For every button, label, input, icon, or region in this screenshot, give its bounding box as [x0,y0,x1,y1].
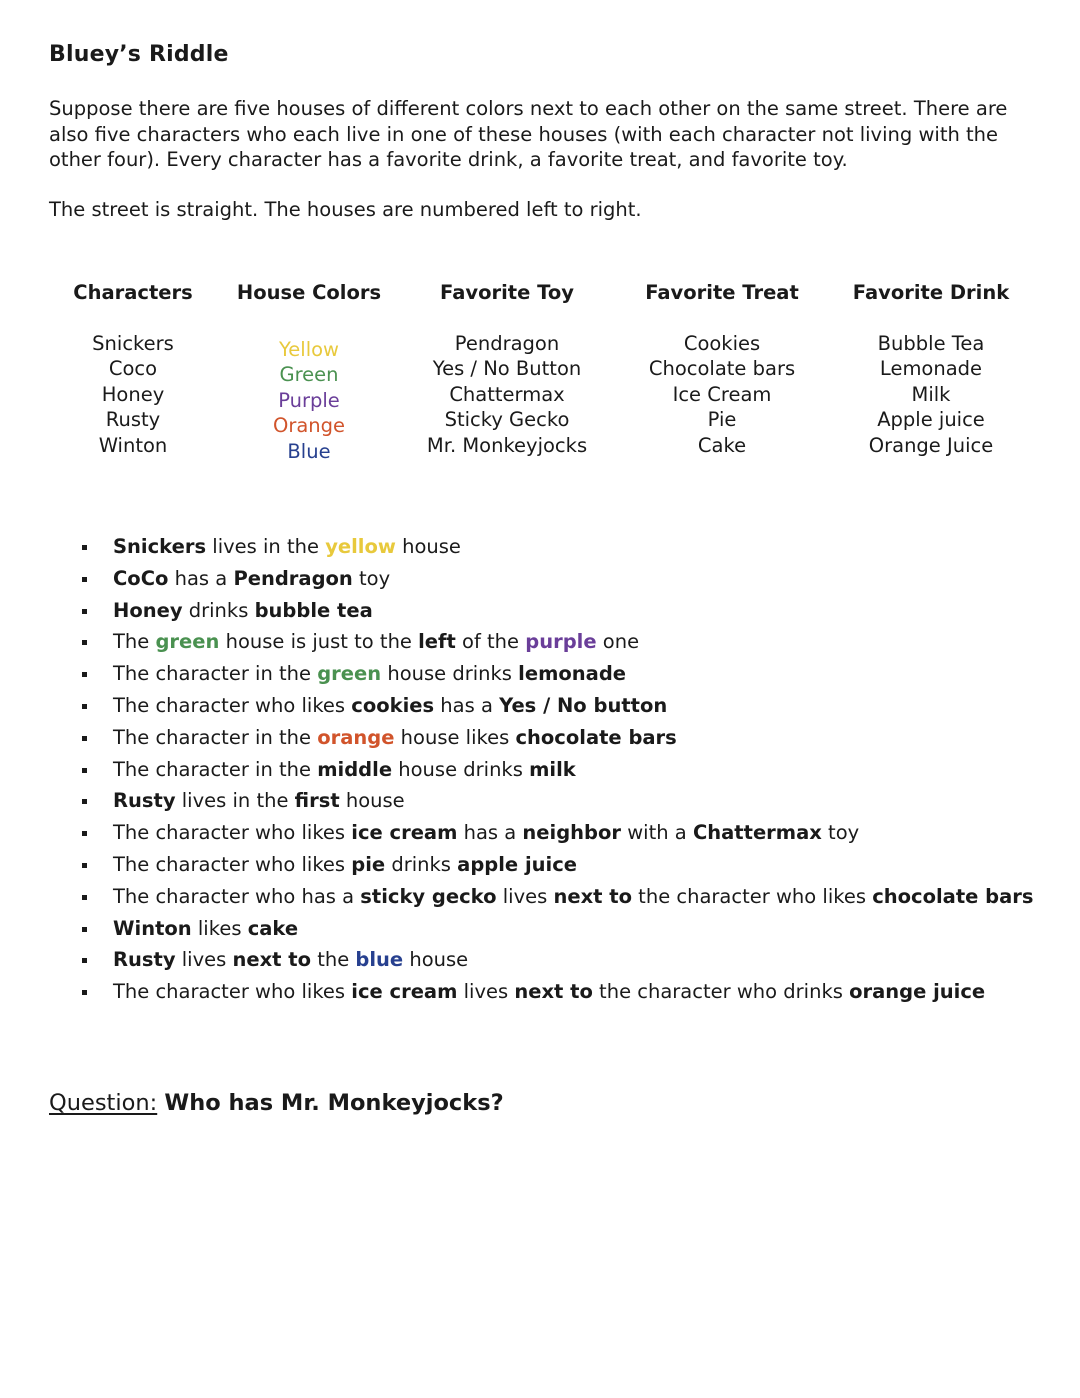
column-items [33,331,233,458]
column-item: Green [279,363,339,387]
clue-text: lives in the [206,535,326,558]
clue-keyword: CoCo [113,566,169,590]
clue-keyword: neighbor [522,821,622,845]
clue-text: The [113,630,156,654]
clue-keyword: Rusty [113,789,176,813]
clue-item [79,944,1049,976]
clue-keyword: ice cream [351,821,458,845]
clue-text: lives [457,980,515,1004]
column-item: Honey [101,382,165,406]
clue-text: toy [821,821,860,845]
column-items [209,337,409,464]
column-characters [33,280,233,458]
column-item: Blue [287,439,331,463]
clue-item [79,849,1049,881]
clue-keyword: Honey [113,598,183,622]
clue-list [79,531,1049,1008]
column-item: Chattermax [449,382,565,406]
column-item: Pie [707,408,737,432]
question-text: Who has Mr. Monkeyjocks? [164,1090,504,1116]
clue-keyword: milk [529,757,576,781]
clue-text: The character who likes [113,693,352,717]
clue-keyword: first [294,789,340,813]
question [49,1090,504,1116]
question-label: Question: [49,1090,158,1116]
clue-keyword: left [418,630,456,654]
page-title: Bluey’s Riddle [49,42,229,67]
attribute-columns [49,280,1049,480]
column-header: Characters [73,281,193,304]
clue-item [79,881,1049,913]
clue-text: lives [496,884,554,908]
column-item: Mr. Monkeyjocks [426,433,588,457]
clue-text: house [403,948,469,972]
column-item: Coco [108,357,158,381]
column-item: Winton [98,433,168,457]
column-item: Orange [272,414,346,438]
clue-color-word: orange [317,725,395,749]
column-item: Ice Cream [672,382,772,406]
clue-item [79,658,1049,690]
clue-item [79,563,1049,595]
clue-keyword: Pendragon [233,566,353,590]
column-item: Milk [911,382,951,406]
clue-text: the [311,948,356,972]
column-favorite-treat [622,280,822,458]
clue-keyword: cake [247,916,299,940]
clue-keyword: Winton [113,916,192,940]
clue-text: house likes [394,725,516,749]
clue-keyword: chocolate bars [515,725,677,749]
column-item: Yes / No Button [432,357,582,381]
column-item: Cake [697,433,747,457]
clue-keyword: next to [553,884,632,908]
clue-text: toy [352,566,391,590]
clue-text: the character who likes [631,884,873,908]
clue-keyword: cookies [351,693,435,717]
column-header: Favorite Treat [645,281,799,304]
clue-keyword: Rusty [113,948,176,972]
column-item: Orange Juice [868,433,994,457]
clue-text: has a [434,693,500,717]
column-item: Snickers [92,332,174,355]
intro-paragraph [49,96,1049,173]
clue-item [79,626,1049,658]
clue-keyword: next to [232,948,311,972]
clue-text: house [339,789,405,813]
column-items [407,331,607,458]
clue-item [79,595,1049,627]
clue-text: lives in the [175,789,295,813]
column-item: Bubble Tea [877,332,985,355]
clue-keyword: next to [514,980,593,1004]
clue-keyword: apple juice [457,852,577,876]
clue-text: The character who likes [113,980,352,1004]
clue-color-word: yellow [325,535,396,558]
column-item: Lemonade [879,357,983,381]
clue-keyword: middle [317,757,393,781]
clue-keyword: chocolate bars [872,884,1034,908]
column-item: Yellow [278,338,340,361]
clue-text: house [395,535,461,558]
clue-text: The character in the [113,757,318,781]
clue-keyword: sticky gecko [360,884,497,908]
intro-text: Suppose there are five houses of different colors next to each other on the same street. There are also five characters who each live in one of these houses (with each character not living with the other four). Every character has a favorite drink, a favorite treat, and favorite toy. [49,97,1008,171]
column-house-colors [209,280,409,464]
clue-item [79,531,1049,563]
clue-text: has a [168,566,234,590]
clue-color-word: green [317,662,382,686]
column-favorite-drink [831,280,1031,458]
clue-item [79,690,1049,722]
clue-text: house drinks [392,757,530,781]
clue-item [79,722,1049,754]
clue-text: the character who drinks [592,980,850,1004]
clue-item [79,817,1049,849]
column-favorite-toy [407,280,607,458]
clue-keyword: Chattermax [692,821,822,845]
clue-text: The character who likes [113,852,352,876]
clue-text: lives [175,948,233,972]
clue-keyword: ice cream [351,980,458,1004]
clue-text: has a [457,821,523,845]
column-items [622,331,822,458]
clue-text: The character in the [113,662,318,686]
clue-keyword: bubble tea [254,598,373,622]
clue-text: with a [621,821,693,845]
column-items [831,331,1031,458]
clue-keyword: orange juice [849,980,986,1004]
clue-text: The character in the [113,725,318,749]
clue-item [79,913,1049,945]
column-item: Pendragon [454,332,560,355]
column-item: Sticky Gecko [444,408,570,432]
column-item: Chocolate bars [648,357,796,381]
clue-keyword: lemonade [518,662,627,686]
column-item: Purple [278,388,340,412]
column-item: Cookies [683,332,761,355]
clue-item [79,754,1049,786]
clue-text: likes [191,916,248,940]
column-header: Favorite Toy [440,281,574,304]
clue-text: house drinks [381,662,519,686]
clue-color-word: green [155,630,220,654]
clue-text: house is just to the [219,630,419,654]
clue-text: one [596,630,640,654]
clue-text: drinks [385,852,458,876]
clue-item [79,785,1049,817]
clue-color-word: blue [355,948,404,972]
column-item: Apple juice [877,408,985,432]
clue-text: drinks [182,598,255,622]
clue-keyword: Yes / No button [499,693,668,717]
street-note: The street is straight. The houses are numbered left to right. [49,198,642,221]
clue-text: The character who has a [113,884,361,908]
clue-color-word: purple [525,630,597,654]
clue-text: of the [455,630,526,654]
column-header: House Colors [236,281,382,304]
clue-keyword: pie [351,852,386,876]
column-item: Rusty [105,408,161,432]
column-header: Favorite Drink [852,281,1010,304]
clue-keyword: Snickers [113,535,207,558]
clue-item [79,976,1049,1008]
clue-text: The character who likes [113,821,352,845]
